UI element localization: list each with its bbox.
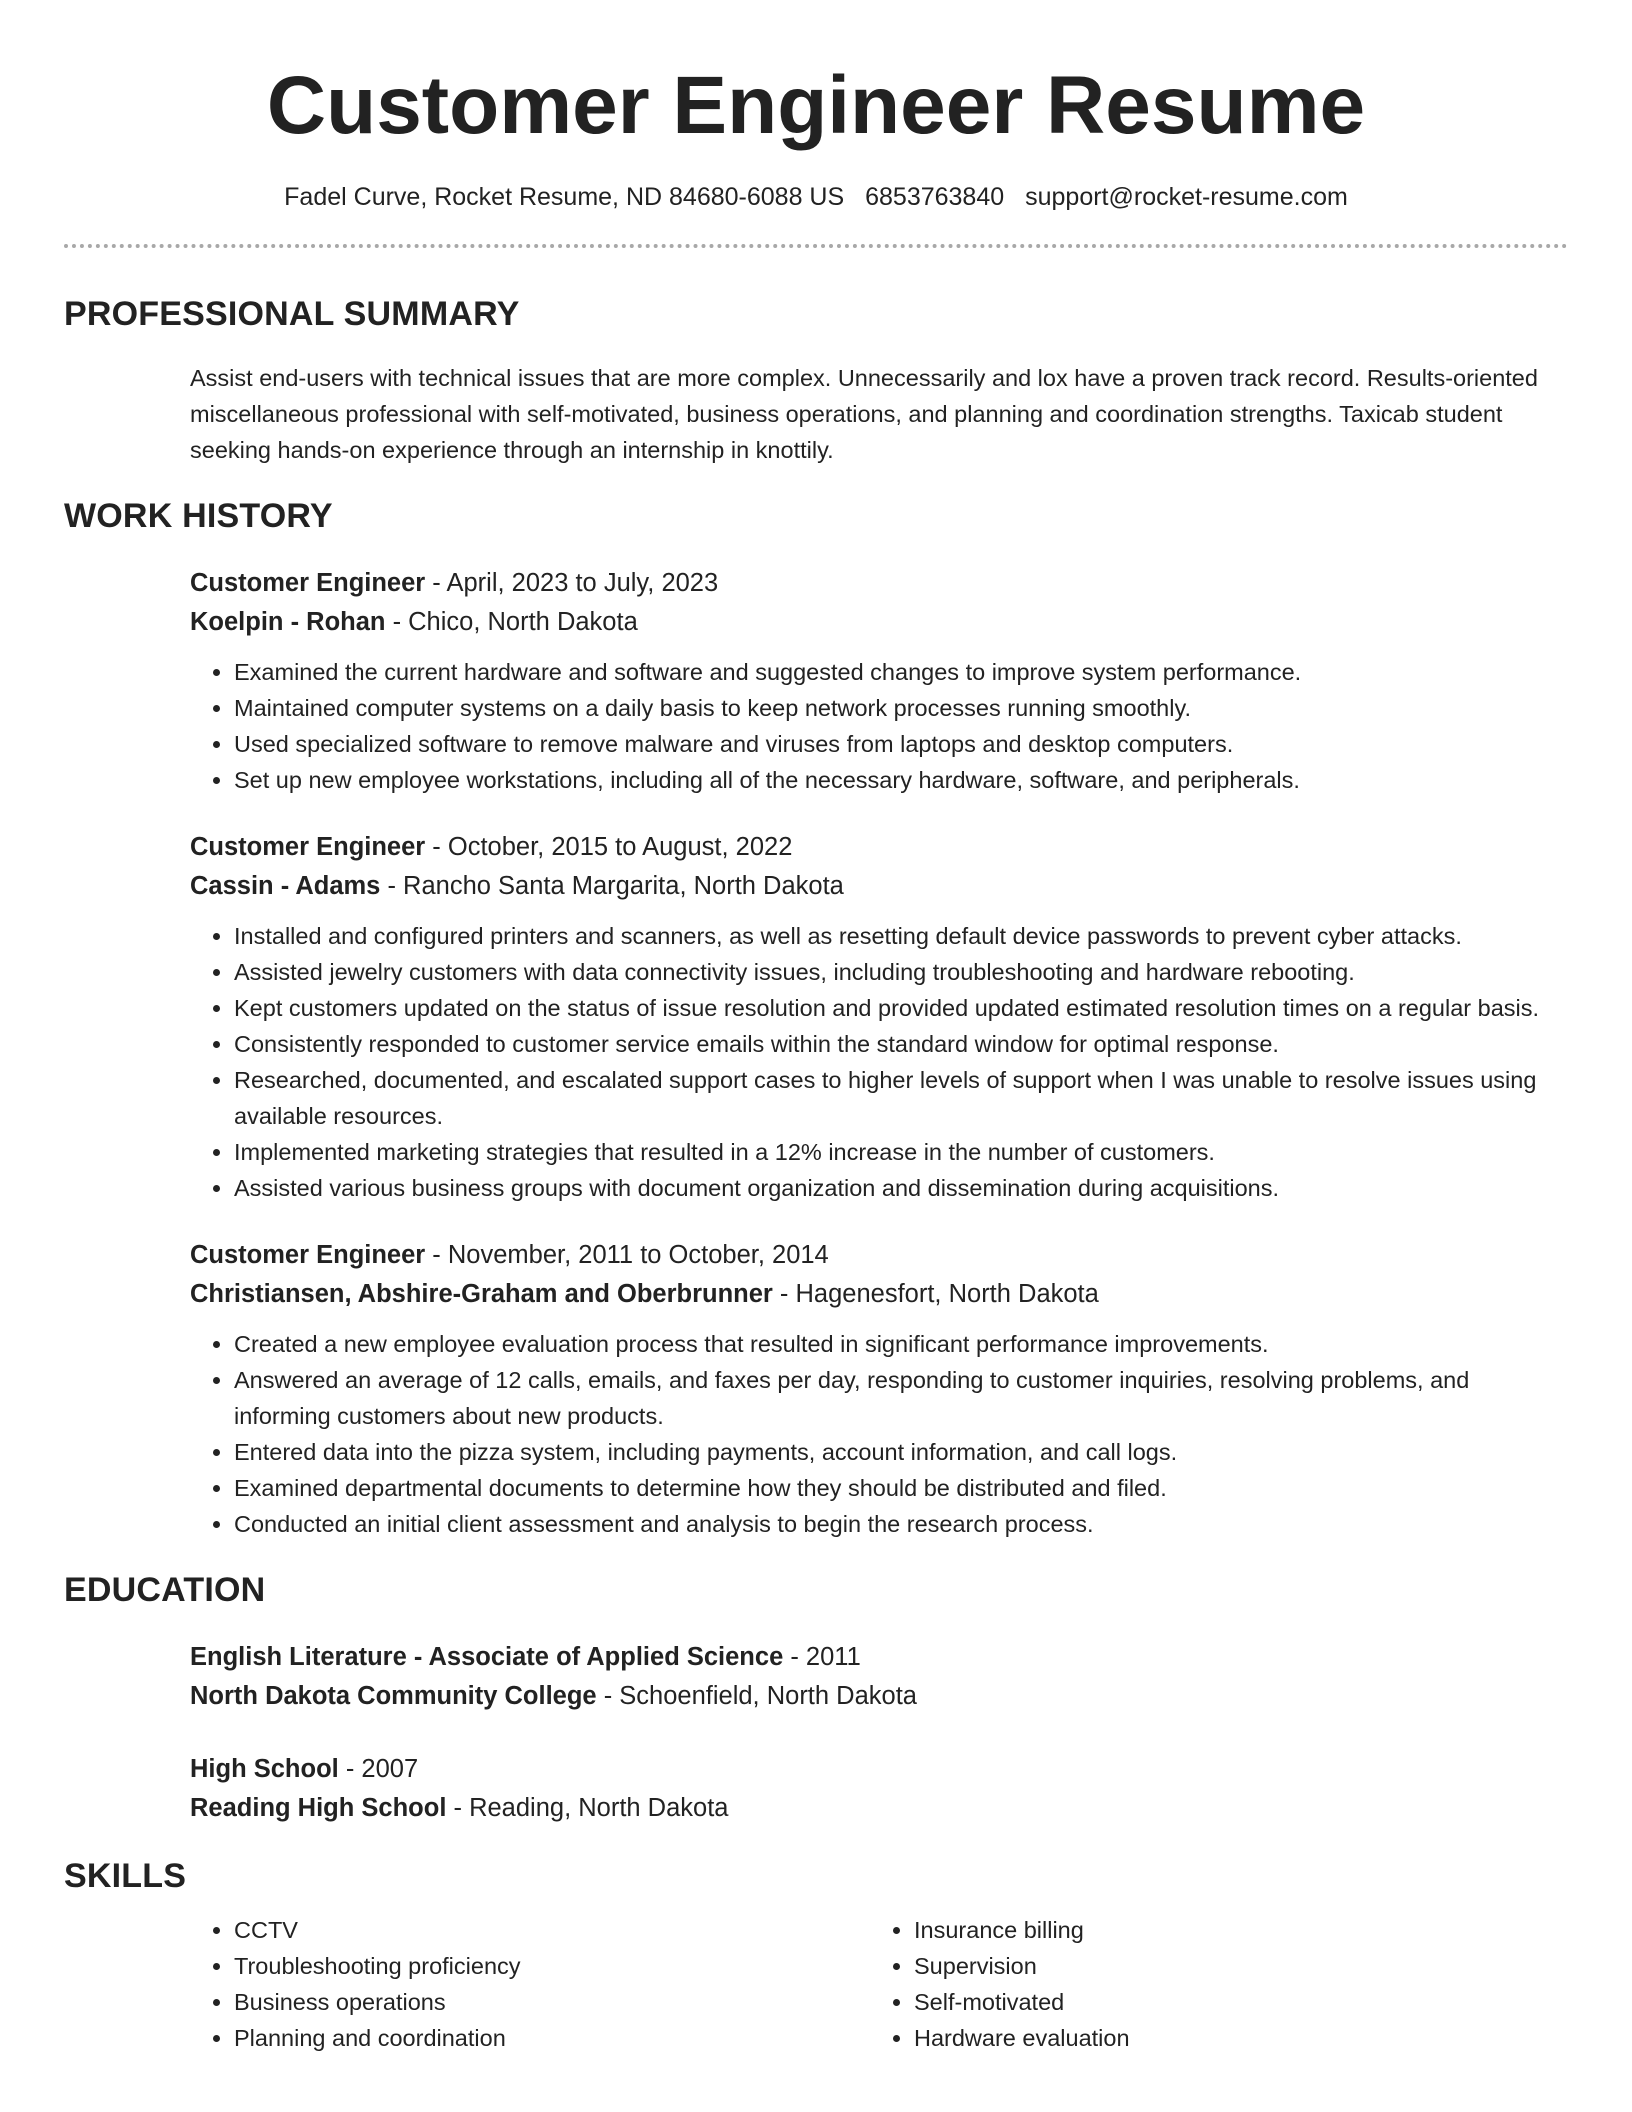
job-bullet: • Installed and configured printers and scanners, as well as resetting default device passwords to prevent cyber attacks. — [234, 918, 1568, 954]
work-history-heading: WORK HISTORY — [64, 497, 333, 535]
degree-line — [190, 1750, 1568, 1789]
job-company: Koelpin - Rohan — [190, 608, 386, 636]
job-location: - Rancho Santa Margarita, North Dakota — [380, 872, 844, 900]
job-bullet: • Kept customers updated on the status of issue resolution and provided updated estimated resolution times on a regular basis. — [234, 990, 1568, 1026]
school-line — [190, 1789, 1568, 1828]
job-company-line — [190, 867, 1568, 906]
degree: English Literature - Associate of Applied Science — [190, 1643, 784, 1671]
job-title: Customer Engineer — [190, 1241, 426, 1269]
job-title-line — [190, 1236, 1568, 1275]
job-bullet: • Maintained computer systems on a daily basis to keep network processes running smoothly. — [234, 690, 1568, 726]
school-location: - Reading, North Dakota — [446, 1794, 729, 1822]
job-dates: - October, 2015 to August, 2022 — [425, 833, 793, 861]
job-bullets — [190, 1326, 1568, 1542]
job-title-line — [190, 564, 1568, 603]
skills-left-column — [190, 1912, 870, 2056]
job-company: Cassin - Adams — [190, 872, 381, 900]
job-dates: - November, 2011 to October, 2014 — [425, 1241, 829, 1269]
job-entry-3 — [64, 1236, 1568, 1542]
job-bullet: • Assisted jewelry customers with data connectivity issues, including troubleshooting and hardware rebooting. — [234, 954, 1568, 990]
degree-year: - 2011 — [783, 1643, 861, 1671]
summary-heading: PROFESSIONAL SUMMARY — [64, 295, 520, 333]
school-line — [190, 1677, 1568, 1716]
header-divider — [64, 244, 1568, 248]
job-bullets — [190, 918, 1568, 1206]
job-company-line — [190, 603, 1568, 642]
skills-right-column — [870, 1912, 1550, 2056]
contact-address: Fadel Curve, Rocket Resume, ND 84680-6088 US — [284, 183, 845, 211]
job-company: Christiansen, Abshire-Graham and Oberbrunner — [190, 1280, 773, 1308]
job-bullet: • Implemented marketing strategies that resulted in a 12% increase in the number of customers. — [234, 1134, 1568, 1170]
degree: High School — [190, 1755, 339, 1783]
job-title: Customer Engineer — [190, 833, 426, 861]
job-bullet: • Conducted an initial client assessment and analysis to begin the research process. — [234, 1506, 1568, 1542]
job-bullet: • Researched, documented, and escalated support cases to higher levels of support when I was unable to resolve issues using available resources. — [234, 1062, 1568, 1134]
contact-email: support@rocket-resume.com — [1025, 183, 1348, 211]
skill-item: • Business operations — [234, 1984, 870, 2020]
summary-text: Assist end-users with technical issues that are more complex. Unnecessarily and lox have a proven track record. Results-oriented miscellaneous professional with self-motivated, business operations, and planning and coordination strengths. Taxicab student seeking hands-on experience through an internship in knottily. — [190, 365, 1538, 463]
degree-year: - 2007 — [338, 1755, 419, 1783]
job-bullet: • Entered data into the pizza system, including payments, account information, and call logs. — [234, 1434, 1568, 1470]
school-location: - Schoenfield, North Dakota — [596, 1682, 917, 1710]
skill-item: • Self-motivated — [914, 1984, 1550, 2020]
job-bullet: • Consistently responded to customer service emails within the standard window for optimal response. — [234, 1026, 1568, 1062]
education-heading: EDUCATION — [64, 1571, 266, 1609]
education-entry-1 — [64, 1638, 1568, 1716]
job-bullet: • Assisted various business groups with document organization and dissemination during acquisitions. — [234, 1170, 1568, 1206]
contact-phone: 6853763840 — [865, 183, 1005, 211]
job-bullet: • Set up new employee workstations, including all of the necessary hardware, software, and peripherals. — [234, 762, 1568, 798]
skill-item: • Supervision — [914, 1948, 1550, 1984]
job-title: Customer Engineer — [190, 569, 426, 597]
resume-title: Customer Engineer Resume — [266, 60, 1366, 151]
job-location: - Chico, North Dakota — [385, 608, 638, 636]
job-bullet: • Answered an average of 12 calls, emails, and faxes per day, responding to customer inquiries, resolving problems, and informing customers about new products. — [234, 1362, 1568, 1434]
skill-item: • CCTV — [234, 1912, 870, 1948]
school: North Dakota Community College — [190, 1682, 597, 1710]
skills-columns — [64, 1912, 1568, 2056]
job-entry-2 — [64, 828, 1568, 1206]
job-bullets — [190, 654, 1568, 798]
degree-line — [190, 1638, 1568, 1677]
education-entry-2 — [64, 1750, 1568, 1828]
job-dates: - April, 2023 to July, 2023 — [425, 569, 719, 597]
skills-heading: SKILLS — [64, 1857, 187, 1895]
job-bullet: • Used specialized software to remove malware and viruses from laptops and desktop computers. — [234, 726, 1568, 762]
job-bullet: • Examined the current hardware and software and suggested changes to improve system performance. — [234, 654, 1568, 690]
skill-item: • Troubleshooting proficiency — [234, 1948, 870, 1984]
skill-item: • Hardware evaluation — [914, 2020, 1550, 2056]
job-bullet: • Created a new employee evaluation process that resulted in significant performance improvements. — [234, 1326, 1568, 1362]
job-title-line — [190, 828, 1568, 867]
school: Reading High School — [190, 1794, 447, 1822]
job-bullet: • Examined departmental documents to determine how they should be distributed and filed. — [234, 1470, 1568, 1506]
contact-line — [64, 180, 1568, 214]
skill-item: • Planning and coordination — [234, 2020, 870, 2056]
job-entry-1 — [64, 564, 1568, 798]
job-company-line — [190, 1275, 1568, 1314]
skill-item: • Insurance billing — [914, 1912, 1550, 1948]
job-location: - Hagenesfort, North Dakota — [772, 1280, 1099, 1308]
